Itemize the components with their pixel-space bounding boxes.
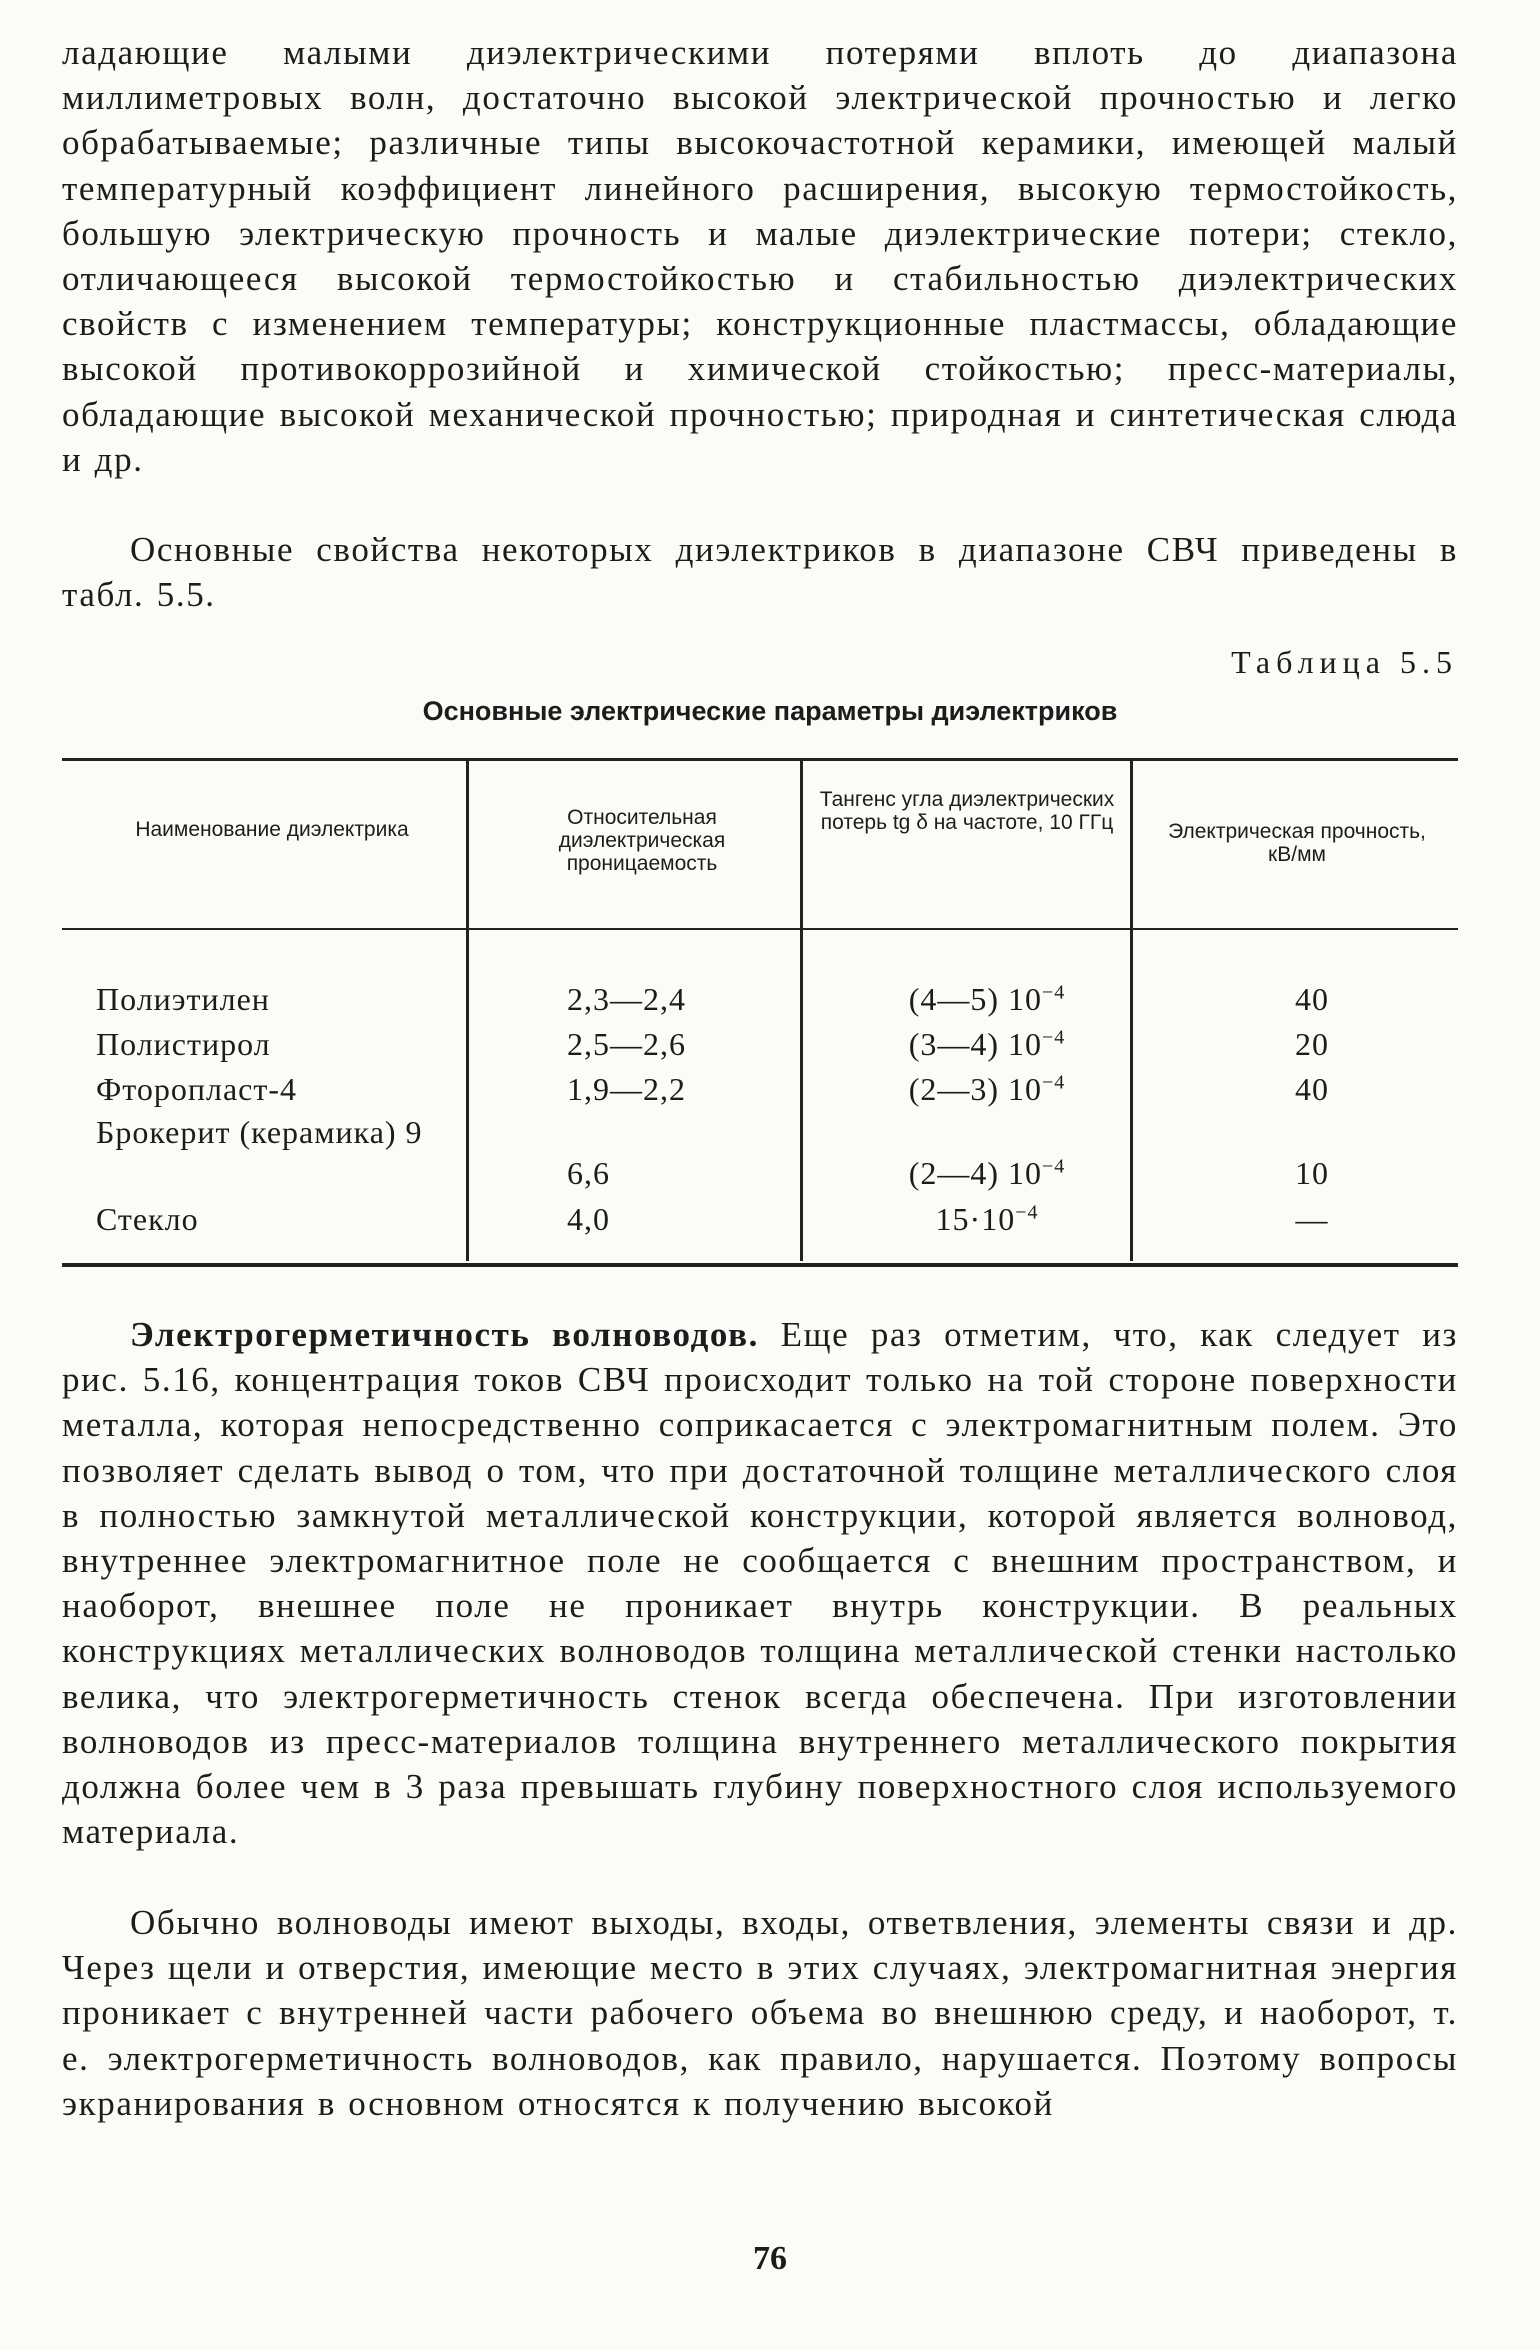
paragraph-4: Обычно волноводы имеют выходы, входы, ответвления, элементы связи и др. Через щели и отверстия, имеющие место в этих случаях, электромагнитная энергия проникает с внутренней части рабочего объема во внешнюю среду, и наоборот, т. е. электрогерметичность волноводов, как правило, нарушается. Поэтому вопросы экранирования в основном относятся к получению высокой	[62, 1903, 1458, 2123]
row-2-name: Полистирол	[96, 1026, 271, 1062]
col-divider-2	[800, 761, 803, 1261]
table-label: Таблица 5.5	[1231, 644, 1458, 680]
table-top-rule	[62, 758, 1458, 761]
row-1-strength: 40	[1295, 981, 1329, 1017]
table-bottom-rule	[62, 1263, 1458, 1267]
row-1-tangent: (4—5) $10^{-4}$	[908, 981, 1066, 1017]
header-strength: Электрическая прочность, кВ/мм	[1168, 820, 1426, 866]
header-rule	[62, 928, 1458, 930]
row-2-strength: 20	[1295, 1026, 1329, 1062]
row-3-permittivity: 1,9—2,2	[567, 1071, 686, 1107]
row-1-permittivity: 2,3—2,4	[567, 981, 686, 1017]
row-1-name: Полиэтилен	[96, 981, 270, 1017]
row-4-tangent: (2—4) $10^{-4}$	[908, 1155, 1066, 1191]
page-number: 76	[753, 2240, 787, 2277]
row-3-strength: 40	[1295, 1071, 1329, 1107]
header-name: Наименование диэлектрика	[135, 818, 409, 841]
row-3-tangent: (2—3) $10^{-4}$	[908, 1071, 1066, 1107]
row-2-permittivity: 2,5—2,6	[567, 1026, 686, 1062]
paragraph-2: Основные свойства некоторых диэлектриков в диапазоне СВЧ приведены в табл. 5.5.	[62, 530, 1458, 615]
dielectric-table	[62, 758, 1458, 1268]
row-5-permittivity: 4,0	[567, 1201, 610, 1237]
table-title: Основные электрические параметры диэлектриков	[422, 696, 1118, 726]
header-tangent: Тангенс угла диэлектрических потерь tg δ на частоте, 10 ГГц	[819, 788, 1115, 834]
row-5-strength: —	[1295, 1201, 1329, 1237]
row-5-tangent: $15\cdot 10^{-4}$	[935, 1201, 1039, 1237]
paragraph-1: ладающие малыми диэлектрическими потерями вплоть до диапазона миллиметровых волн, достаточно высокой электрической прочностью и легко обрабатываемые; различные типы высокочастотной керамики, имеющей малый температурный коэффициент линейного расширения, высокую термостойкость, большую электрическую прочность и малые диэлектрические потери; стекло, отличающееся высокой термостойкостью и стабильностью диэлектрических свойств с изменением температуры; конструкционные пластмассы, обладающие высокой противокоррозийной и химической стойкостью; пресс-материалы, обладающие высокой механической прочностью; природная и синтетическая слюда и др.	[62, 33, 1458, 479]
row-3-name: Фторопласт-4	[96, 1071, 297, 1107]
row-2-tangent: (3—4) $10^{-4}$	[908, 1026, 1066, 1062]
row-4-permittivity: 6,6	[567, 1155, 610, 1191]
section-heading: Электрогерметичность волноводов.	[130, 1315, 759, 1354]
paragraph-3	[62, 1312, 1458, 1854]
row-5-name: Стекло	[96, 1201, 199, 1237]
paragraph-3-text: Еще раз отметим, что, как следует из рис. 5.16, концентрация токов СВЧ происходит только на той стороне поверхности металла, которая непосредственно соприкасается с электромагнитным полем. Это позволяет сделать вывод о том, что при достаточной толщине металлического слоя в полностью замкнутой металлической конструкции, которой является волновод, внутреннее электромагнитное поле не сообщается с внешним пространством, и наоборот, внешнее поле не проникает внутрь конструкции. В реальных конструкциях металлических волноводов толщина металлической стенки настолько велика, что электрогерметичность стенок всегда обеспечена. При изготовлении волноводов из пресс-материалов толщина внутреннего металлического покрытия должна более чем в 3 раза превышать глубину поверхностного слоя используемого материала.	[62, 1315, 1458, 1852]
header-permittivity: Относительная диэлектрическая проницаемость	[558, 806, 726, 875]
row-4-strength: 10	[1295, 1155, 1329, 1191]
row-4-name: Брокерит (керамика) 9	[96, 1114, 423, 1150]
